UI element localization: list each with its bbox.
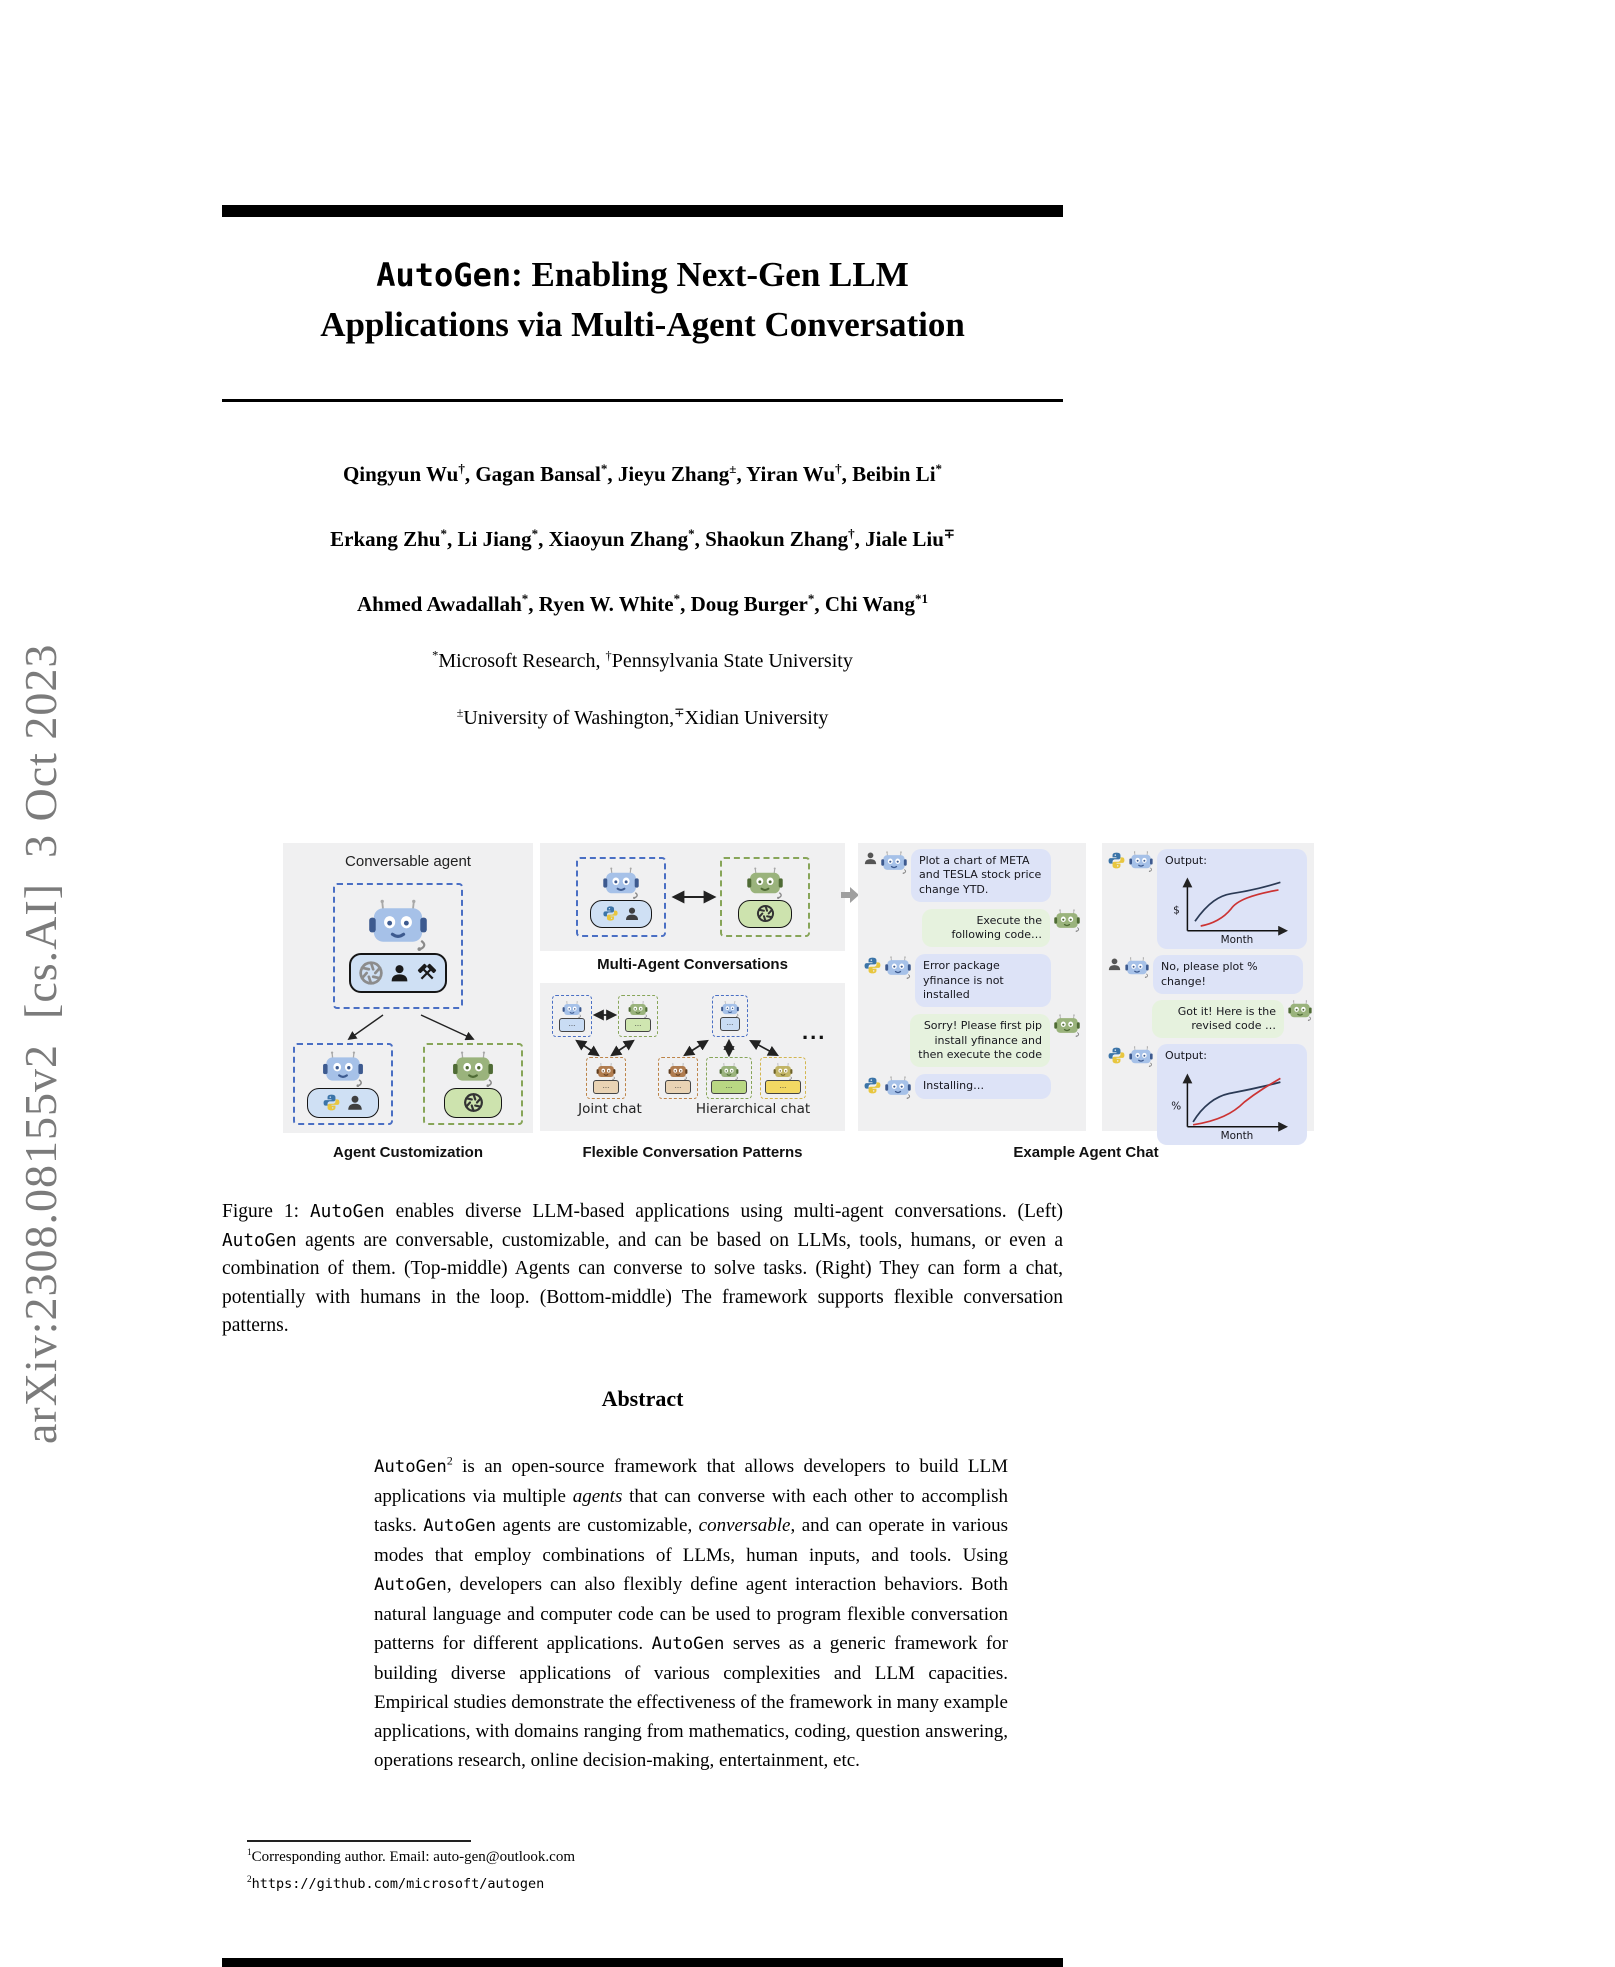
figure-panel-chat-2 [1102,843,1314,1140]
sender-icons [1107,849,1154,872]
robot-blue-icon [880,851,908,874]
footnote-corresponding-author: $^1$Corresponding author. Email: auto-gen@outlook.com [247,1848,575,1865]
x-axis-label: Month [1220,934,1254,945]
joint-agent-green-box [618,995,658,1037]
authors-line-3: Ahmed Awadallah*, Ryen W. White*, Doug Burger*, Chi Wang$^{*1}$ [357,591,928,616]
hier-agent-green-box [706,1057,752,1099]
paper-title [222,250,1063,350]
affiliation-line-1: *Microsoft Research, †Pennsylvania State University [432,648,853,672]
conversable-agent-box [333,883,463,1009]
robot-green-icon [451,1051,495,1087]
title-underline-rule [222,399,1063,402]
robot-green-icon [1053,1014,1081,1037]
human-icon [624,906,640,922]
caption-agent-customization: Agent Customization [333,1144,483,1161]
llm-pill [738,900,792,928]
y-axis-label: % [1171,1100,1182,1113]
chat-message [863,1074,1081,1099]
python-icon [322,1093,341,1112]
robot-blue-icon [321,1051,365,1087]
python-icon [1107,851,1126,870]
mini-plate: ... [765,1080,801,1094]
human-icon [346,1094,364,1112]
mini-plate: ... [593,1080,619,1094]
robot-green-icon [718,1063,740,1080]
authors-line-1: Qingyun Wu†, Gagan Bansal*, Jieyu Zhang±, Yiran Wu†, Beibin Li* [342,461,943,486]
llm-icon [358,960,384,986]
output-label: Output: [1165,854,1207,867]
mini-plate: ... [625,1018,651,1032]
mini-plate: ... [665,1080,691,1094]
python-icon [863,956,882,975]
chat-bubble: Plot a chart of META and TESLA stock price change YTD. [911,849,1051,902]
chat-bubble: Installing… [915,1074,1051,1098]
joint-agent-blue-box [552,995,592,1037]
chat-message [863,1014,1081,1067]
hier-agent-brown-box [658,1057,698,1099]
robot-brown-icon [595,1063,617,1080]
custom-agent-llm-box [423,1043,523,1125]
python-human-pill [590,900,652,928]
hierarchical-chat-label: Hierarchical chat [695,1101,811,1117]
llm-icon [463,1092,484,1113]
caption-flexible-patterns: Flexible Conversation Patterns [582,1144,803,1161]
chat-bubble-output [1157,849,1307,949]
chat-bubble: No, please plot % change! [1153,955,1303,994]
output-label: Output: [1165,1049,1207,1063]
chat-message [1107,1044,1309,1144]
figure-1-caption: Figure 1: AutoGen enables diverse LLM-based applications using multi-agent conversations. (Left) AutoGen agents are conversable, customizable, and can be based on LLMs, tools, humans, or even a combination of them. (Top-middle) Agents can converse to solve tasks. (Right) They can form a chat, potentially with humans in the loop. (Bottom-middle) The framework supports flexible conversation patterns. [222,1201,1063,1336]
sender-icons [863,1074,912,1099]
arxiv-watermark: arXiv:2308.08155v2 [cs.AI] 3 Oct 2023 [15,643,66,1445]
multi-agent-conversations-label: Multi-Agent Conversations [597,956,788,973]
chat-bubble: Execute the following code… [922,909,1050,948]
bottom-rule [222,1958,1063,1967]
chat-bubble-output [1157,1044,1307,1144]
sender-icons [1107,955,1150,978]
chat-message [863,909,1081,948]
robot-green-icon [1287,1000,1313,1021]
stock-chart-dollar [1165,870,1299,944]
python-icon [602,905,619,922]
mini-plate: ... [720,1017,740,1031]
abstract-body: AutoGen$^2$ is an open-source framework that allows developers to build LLM applications via multiple agents that can converse with each other to accomplish tasks. AutoGen agents are customizable, conversable, and can operate in various modes that employ combinations of LLMs, human inputs, and tools. Using AutoGen, developers can also flexibly define agent interaction behaviors. Both natural language and computer code can be used to program flexible conversation patterns for different applications. AutoGen serves as a generic framework for building diverse applications of various complexities and LLM capacities. Empirical studies demonstrate the effectiveness of the framework in many example applications, with domains ranging from mathematics, coding, question answering, operations research, online decision-making, entertainment, etc. [374,1454,1009,1771]
python-human-pill [307,1088,379,1118]
python-icon [1107,1046,1126,1065]
sender-icons [1107,1044,1154,1067]
figure-panel-agent-customization [283,843,533,1133]
robot-yellow-icon [772,1063,794,1080]
python-icon [863,1076,882,1095]
more-patterns-ellipsis: ... [802,1019,827,1044]
chat-bubble: Error package yfinance is not installed [915,954,1051,1007]
chat-bubble: Sorry! Please first pip install yfinance and then execute the code [910,1014,1050,1067]
title-line-1: AutoGen: Enabling Next-Gen LLM [376,255,909,294]
robot-blue-icon [366,899,430,951]
llm-pill [444,1088,502,1118]
mini-plate: ... [711,1080,747,1094]
robot-brown-icon [667,1063,689,1080]
title-line-2: Applications via Multi-Agent Conversation [320,305,965,344]
human-icon [389,963,410,984]
chat-message [1107,955,1309,994]
chat-bubble: Got it! Here is the revised code … [1152,1000,1284,1039]
joint-agent-brown-box [586,1057,626,1099]
affiliation-line-2: ±University of Washington,∓Xidian University [456,705,829,729]
llm-icon [756,904,775,923]
robot-blue-icon [1128,851,1154,872]
footnote-github-link[interactable]: $^2$https://github.com/microsoft/autogen [247,1875,545,1892]
conversable-agent-label: Conversable agent [345,853,471,870]
robot-green-icon [627,1001,649,1018]
sender-icons [863,954,912,979]
robot-blue-icon [561,1001,583,1018]
abstract-heading: Abstract [601,1386,684,1411]
sender-icons [863,849,908,874]
user-icon [1107,957,1122,972]
hier-agent-yellow-box [760,1057,806,1099]
robot-blue-icon [1128,1046,1154,1067]
custom-agent-tools-human-box [293,1043,393,1125]
flow-arrow-icon [840,886,860,909]
capability-pill [349,953,447,993]
figure-panel-multi-agent [540,843,845,951]
robot-green-icon [745,867,785,899]
y-axis-label: $ [1173,904,1180,917]
robot-blue-icon [1124,957,1150,978]
chat-message [863,849,1081,902]
x-axis-label: Month [1220,1129,1254,1140]
user-icon [863,851,878,866]
hier-root-box [712,995,748,1037]
footnote-rule [247,1840,471,1842]
robot-green-icon [1053,909,1081,932]
figure-panel-chat-1 [858,843,1086,1131]
joint-chat-label: Joint chat [578,1101,642,1117]
stock-chart-percent [1165,1066,1299,1140]
caption-example-agent-chat: Example Agent Chat [1013,1144,1159,1161]
robot-blue-icon [884,1076,912,1099]
tools-icon [415,961,439,985]
agent-b-box [720,857,810,937]
robot-blue-icon [720,1001,740,1017]
top-rule [222,205,1063,217]
chat-message [863,954,1081,1007]
robot-blue-icon [601,867,641,899]
figure-panel-patterns [540,983,845,1131]
agent-a-box [576,857,666,937]
mini-plate: ... [559,1018,585,1032]
chat-message [1107,849,1309,949]
robot-blue-icon [884,956,912,979]
authors-line-2: Erkang Zhu*, Li Jiang*, Xiaoyun Zhang*, Shaokun Zhang†, Jiale Liu∓ [330,526,955,551]
chat-message [1107,1000,1309,1039]
